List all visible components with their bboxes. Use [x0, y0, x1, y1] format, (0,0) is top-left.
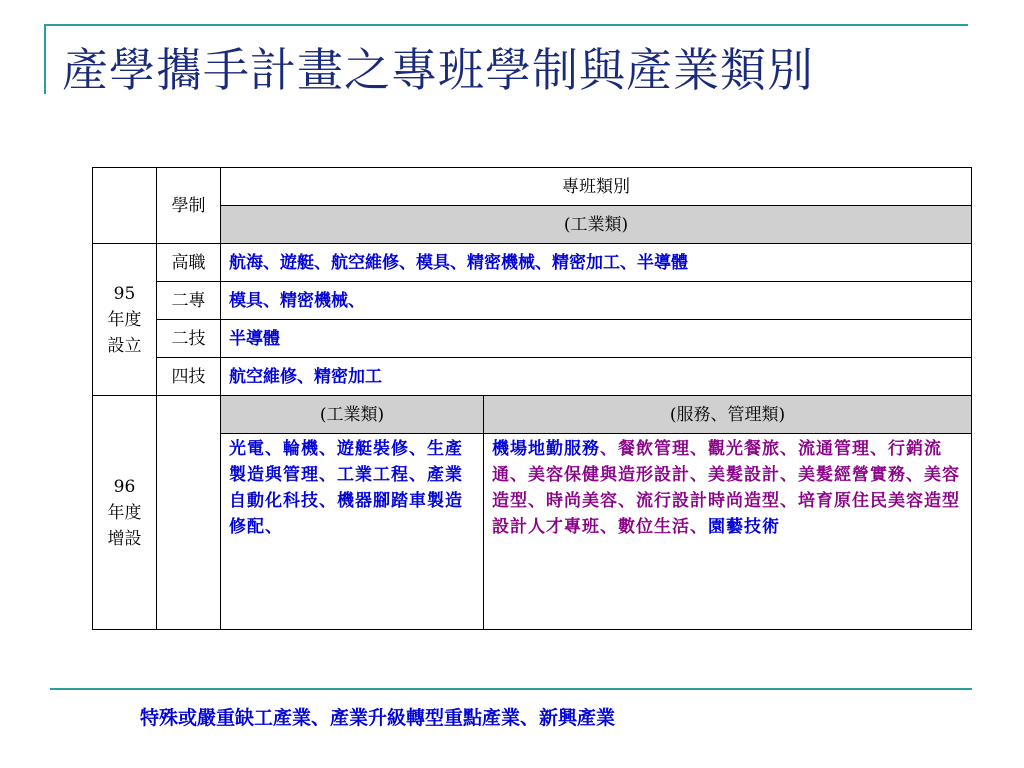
footer-note: 特殊或嚴重缺工產業、產業升級轉型重點產業、新興產業 [140, 707, 616, 729]
table-row [93, 396, 972, 434]
header-category: 專班類別 [221, 168, 972, 206]
page-title: 產學攜手計畫之專班學制與產業類別 [62, 43, 814, 97]
service-categories-highlight-2: 園藝技術 [708, 517, 780, 537]
system-cell: 二專 [157, 282, 221, 320]
header-blank-cell [93, 168, 157, 244]
table-row [93, 434, 972, 630]
service-categories [484, 434, 972, 630]
industry-subheader: (工業類) [221, 396, 484, 434]
industry-categories: 光電、輪機、遊艇裝修、生產製造與管理、工業工程、產業自動化科技、機器腳踏車製造修配、 [221, 434, 484, 630]
table-row [93, 282, 972, 320]
category-cell: 航海、遊艇、航空維修、模具、精密機械、精密加工、半導體 [221, 244, 972, 282]
table-header-row [93, 168, 972, 206]
service-categories-rest: 、餐飲管理、觀光餐旅、流通管理、行銷流通、美容保健與造形設計、美髮設計、美髮經營實務、美容造型、時尚美容、流行設計時尚造型、培育原住民美容造型設計人才專班、數位生活、 [492, 439, 960, 537]
table-row [93, 358, 972, 396]
top-divider [44, 24, 968, 26]
table-row [93, 320, 972, 358]
year-96-label: 96 年度 增設 [93, 396, 157, 630]
category-cell: 半導體 [221, 320, 972, 358]
table-subheader-row [93, 206, 972, 244]
header-industry-sub: (工業類) [221, 206, 972, 244]
category-cell: 模具、精密機械、 [221, 282, 972, 320]
system-cell: 二技 [157, 320, 221, 358]
year-95-label: 95 年度 設立 [93, 244, 157, 396]
bottom-divider [50, 688, 972, 690]
system-cell-blank [157, 396, 221, 630]
program-table [92, 167, 972, 630]
header-system: 學制 [157, 168, 221, 244]
service-categories-highlight: 機場地勤服務 [492, 439, 600, 459]
table-row [93, 244, 972, 282]
category-cell: 航空維修、精密加工 [221, 358, 972, 396]
system-cell: 四技 [157, 358, 221, 396]
service-subheader: (服務、管理類) [484, 396, 972, 434]
title-accent-bar [44, 24, 46, 94]
system-cell: 高職 [157, 244, 221, 282]
